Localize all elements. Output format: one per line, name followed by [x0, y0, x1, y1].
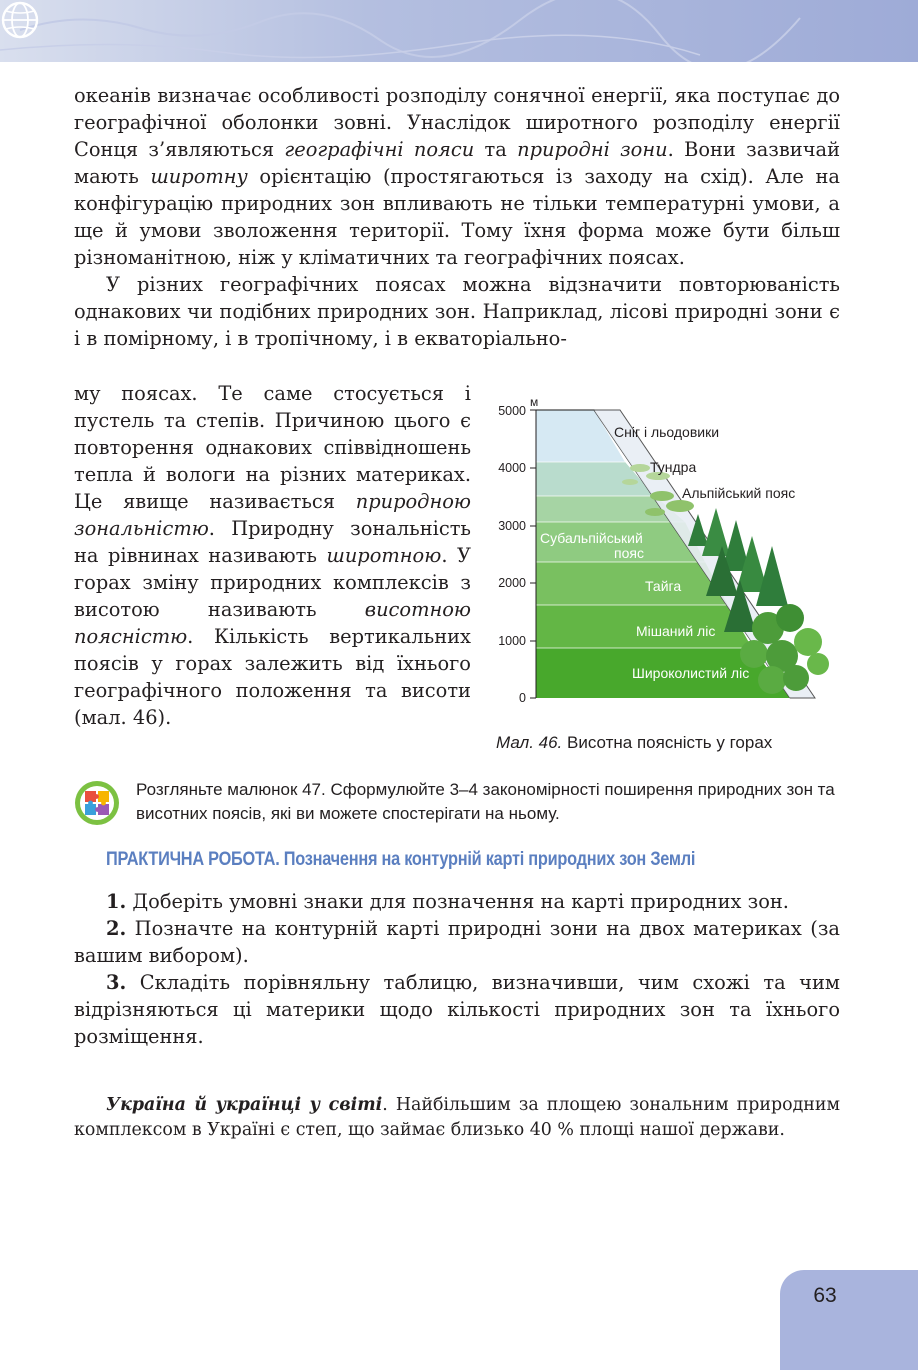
label-subalpine-2: пояс — [614, 545, 644, 561]
puzzle-icon — [74, 780, 120, 826]
label-snow: Сніг і льодовики — [614, 424, 720, 440]
term-natural-zonality: природною зональністю — [74, 490, 471, 540]
label-mixed: Мішаний ліс — [636, 623, 716, 639]
term-altitudinal-zonation: висотною поясністю — [74, 598, 471, 648]
ukraine-in-world-note: Україна й українці у світі. Найбільшим за площею зональним природним комплексом в Україні є степ, що займає близько 40 % площі нашої держави. — [74, 1095, 840, 1140]
header-band — [0, 0, 918, 62]
tick-2000: 2000 — [498, 576, 526, 590]
label-alpine: Альпійський пояс — [682, 485, 796, 501]
ukraine-label: Україна й українці у світі — [106, 1095, 383, 1115]
practical-item-3: 3. Складіть порівняльну таблицю, визначивши, чим схожі та чим відрізняються ці материки щодо кількості природних зон та їхнього розміщення. — [74, 971, 840, 1048]
page-number: 63 — [813, 1284, 837, 1307]
label-taiga: Тайга — [645, 578, 682, 594]
altitude-zones-figure — [490, 396, 838, 756]
practical-list — [74, 888, 840, 1050]
figure-caption: Мал. 46. Висотна поясність у горах — [496, 733, 773, 752]
paragraph-2-start: У різних географічних поясах можна відзначити повторюваність однакових чи подібних природних зон. Наприклад, лісові природні зони є і в помірному, і в тропічному, і в екваторіально- — [74, 273, 840, 350]
globe-icon — [0, 0, 40, 40]
term-natural-zones: природні зони — [517, 138, 668, 161]
tick-5000: 5000 — [498, 404, 526, 418]
tick-3000: 3000 — [498, 519, 526, 533]
main-text-top — [74, 82, 840, 352]
band-taiga — [536, 562, 728, 605]
task-text: Розгляньте малюнок 47. Сформулюйте 3–4 закономірності поширення природних зон та висотних поясів, які ви можете спостерігати на ньому. — [136, 780, 835, 823]
map-decoration — [0, 0, 918, 62]
label-subalpine-1: Субальпійський — [540, 530, 643, 546]
axis-unit: м — [530, 396, 539, 409]
term-latitudinal-zonality: широтною — [326, 544, 442, 567]
term-latitudinal: широтну — [150, 165, 248, 188]
tick-1000: 1000 — [498, 634, 526, 648]
practical-item-2: 2. Позначте на контурній карті природні зони на двох материках (за вашим вибором). — [74, 917, 840, 967]
label-broadleaf: Широколистий ліс — [632, 665, 750, 681]
tick-0: 0 — [519, 691, 526, 705]
tick-4000: 4000 — [498, 461, 526, 475]
paragraph-2-cont: му поясах. Те саме стосується і пустель та степів. Причиною цього є повторення однакових співвідношень тепла й вологи на різних материках. Це явище називається природною зональністю. Природну зональність на рівнинах називають широтною. У горах зміну природних комплексів з висотою називають висотною поясністю. Кількість вертикальних поясів у горах залежить від їхнього географічного положення та висоти (мал. 46). — [74, 382, 472, 729]
practical-heading: ПРАКТИЧНА РОБОТА. Позначення на контурній карті природних зон Землі — [106, 849, 696, 870]
paragraph-1: океанів визначає особливості розподілу сонячної енергії, яка поступає до географічної оболонки зовні. Унаслідок широтного розподілу енергії Сонця з’являються географічні пояси та природні зони. Вони зазвичай мають широтну орієнтацію (простягаються із заходу на схід). Але на конфігурацію природних зон впливають не тільки температурні умови, а ще й умови зволоження території. Тому їхня форма може бути більш різноманітною, ніж у кліматичних та географічних поясах. — [74, 84, 840, 269]
term-geographic-belts: географічні пояси — [284, 138, 475, 161]
label-tundra: Тундра — [650, 459, 697, 475]
practical-item-1: 1. Доберіть умовні знаки для позначення на карті природних зон. — [106, 890, 789, 913]
